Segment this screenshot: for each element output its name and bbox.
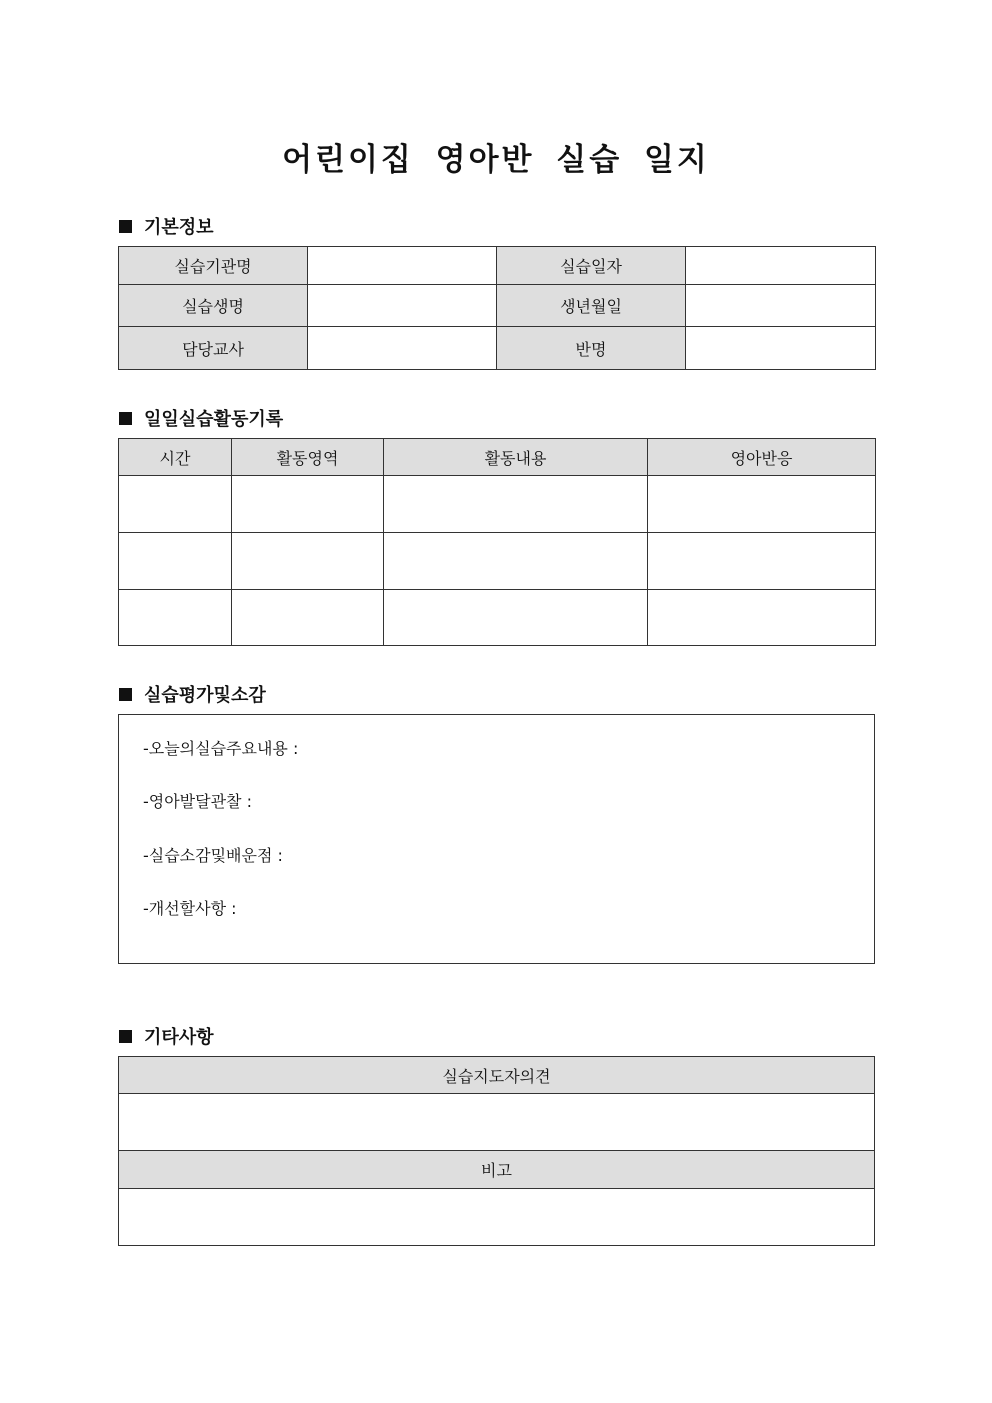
- table-cell[interactable]: [384, 590, 648, 646]
- section-label: 실습평가및소감: [144, 685, 266, 706]
- note-main-content: -오늘의실습주요내용 :: [143, 739, 299, 758]
- table-cell[interactable]: [119, 533, 232, 590]
- etc-table: [118, 1056, 875, 1246]
- label-teacher: 담당교사: [119, 327, 308, 370]
- note-improvements: -개선할사항 :: [143, 899, 237, 918]
- practice-date-field[interactable]: [686, 247, 876, 285]
- label-remarks: 비고: [119, 1151, 875, 1189]
- label-birth-date: 생년월일: [497, 285, 686, 327]
- daily-record-table: [118, 438, 876, 646]
- table-cell[interactable]: [384, 533, 648, 590]
- table-row: [119, 590, 876, 646]
- table-cell[interactable]: [119, 590, 232, 646]
- table-row: [119, 1189, 875, 1246]
- table-cell[interactable]: [648, 476, 876, 533]
- section-label: 기본정보: [144, 217, 214, 238]
- section-label: 일일실습활동기록: [144, 409, 284, 430]
- section-heading-etc: [119, 1023, 214, 1049]
- table-row: [119, 327, 876, 370]
- birth-date-field[interactable]: [686, 285, 876, 327]
- table-row: [119, 285, 876, 327]
- square-bullet-icon: [119, 1030, 132, 1043]
- note-development-observation: -영아발달관찰 :: [143, 792, 252, 811]
- square-bullet-icon: [119, 688, 132, 701]
- table-row: [119, 247, 876, 285]
- section-heading-basic-info: [119, 213, 214, 239]
- column-header-content: 활동내용: [384, 439, 648, 476]
- table-row: [119, 1094, 875, 1151]
- table-cell[interactable]: [119, 476, 232, 533]
- section-label: 기타사항: [144, 1027, 214, 1048]
- table-cell[interactable]: [648, 590, 876, 646]
- label-supervisor-opinion: 실습지도자의견: [119, 1057, 875, 1094]
- table-header-row: [119, 439, 876, 476]
- table-cell[interactable]: [232, 476, 384, 533]
- table-cell[interactable]: [232, 590, 384, 646]
- label-practice-date: 실습일자: [497, 247, 686, 285]
- page-title: 어린이집 영아반 실습 일지: [282, 142, 710, 178]
- label-institution-name: 실습기관명: [119, 247, 308, 285]
- institution-name-field[interactable]: [308, 247, 497, 285]
- square-bullet-icon: [119, 412, 132, 425]
- column-header-response: 영아반응: [648, 439, 876, 476]
- supervisor-opinion-field[interactable]: [119, 1094, 875, 1151]
- note-impressions: -실습소감및배운점 :: [143, 846, 283, 865]
- evaluation-box[interactable]: [118, 714, 875, 964]
- class-name-field[interactable]: [686, 327, 876, 370]
- table-header-row: [119, 1057, 875, 1094]
- section-heading-evaluation: [119, 681, 266, 707]
- column-header-time: 시간: [119, 439, 232, 476]
- column-header-area: 활동영역: [232, 439, 384, 476]
- table-row: [119, 533, 876, 590]
- table-cell[interactable]: [648, 533, 876, 590]
- label-class-name: 반명: [497, 327, 686, 370]
- table-cell[interactable]: [232, 533, 384, 590]
- student-name-field[interactable]: [308, 285, 497, 327]
- table-row: [119, 476, 876, 533]
- section-heading-daily-record: [119, 405, 283, 431]
- table-cell[interactable]: [384, 476, 648, 533]
- square-bullet-icon: [119, 220, 132, 233]
- label-student-name: 실습생명: [119, 285, 308, 327]
- teacher-field[interactable]: [308, 327, 497, 370]
- basic-info-table: [118, 246, 876, 370]
- remarks-field[interactable]: [119, 1189, 875, 1246]
- table-header-row: [119, 1151, 875, 1189]
